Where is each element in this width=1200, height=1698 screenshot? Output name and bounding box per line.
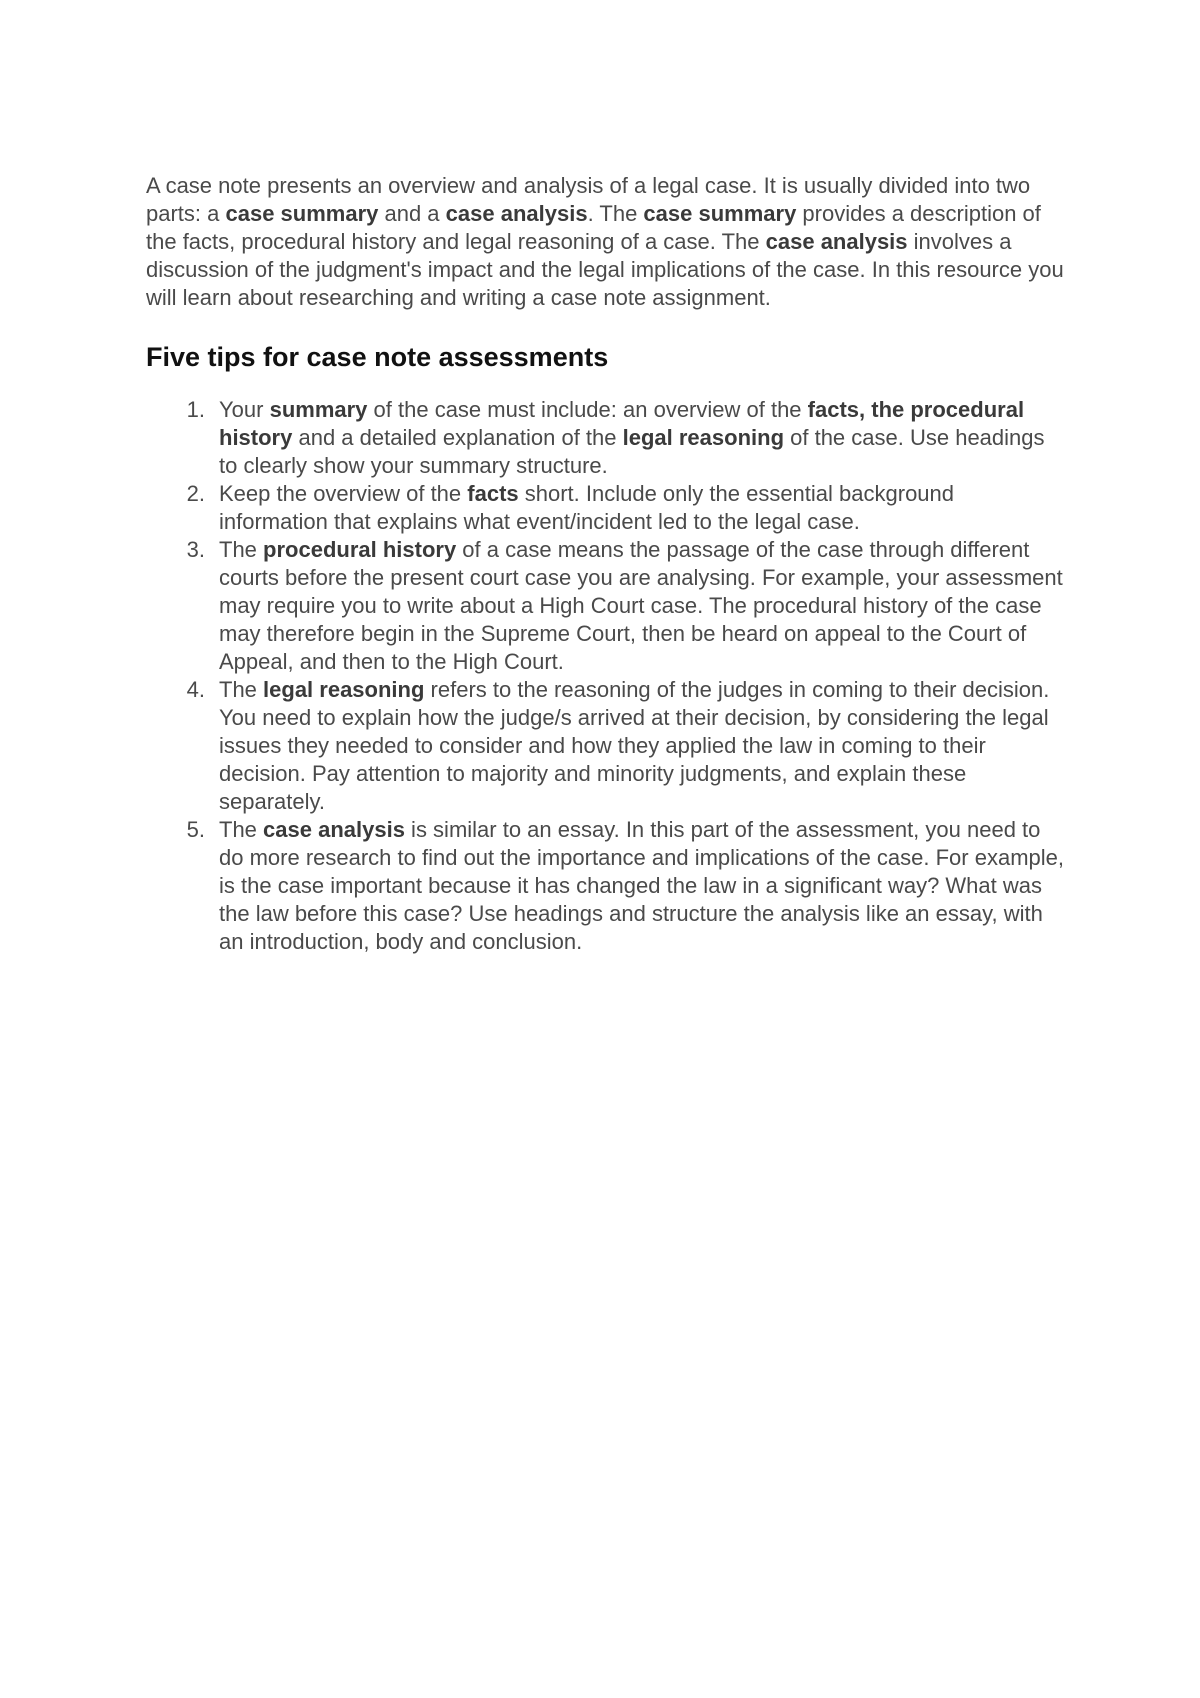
tip-bold-term: summary xyxy=(269,397,368,422)
tip-bold-term: procedural history xyxy=(263,537,457,562)
tip-text: Keep the overview of the xyxy=(219,481,468,506)
tip-bold-term: case analysis xyxy=(263,817,405,842)
intro-bold-term: case summary xyxy=(643,201,797,226)
list-item-text xyxy=(219,396,1066,480)
list-item-text xyxy=(219,536,1066,676)
intro-text: A case note presents an overview and analysis of a legal case. It is usually divided into two parts: a xyxy=(146,173,1031,226)
tip-text: is similar to an essay. In this part of the assessment, you need to do more research to find out the importance and implications of the case. For example, is the case important because it has changed the law in a significant way? What was the law before this case? Use headings and structure the analysis like an essay, with an introduction, body and conclusion. xyxy=(219,817,1064,954)
list-item xyxy=(146,396,1066,480)
list-item-number: 1. xyxy=(186,397,205,422)
section-heading: Five tips for case note assessments xyxy=(146,342,609,372)
tip-text: short. Include only the essential background information that explains what event/incident led to the legal case. xyxy=(219,481,955,534)
intro-text: . The xyxy=(587,201,644,226)
document-body xyxy=(146,172,1066,956)
list-item-text xyxy=(219,480,1066,536)
tip-bold-term: facts, the procedural history xyxy=(219,397,1025,450)
list-item-text xyxy=(219,816,1066,956)
intro-paragraph xyxy=(146,172,1066,312)
list-item-text xyxy=(219,676,1066,816)
intro-bold-term: case summary xyxy=(225,201,379,226)
list-item xyxy=(146,676,1066,816)
tip-text: The xyxy=(219,817,264,842)
intro-bold-term: case analysis xyxy=(445,201,588,226)
tip-bold-term: facts xyxy=(467,481,519,506)
intro-text: involves a discussion of the judgment's impact and the legal implications of the case. In this resource you will learn about researching and writing a case note assignment. xyxy=(146,229,1064,310)
tip-text: The xyxy=(219,537,264,562)
tip-text: of a case means the passage of the case through different courts before the present court case you are analysing. For example, your assessment may require you to write about a High Court case. The procedural history of the case may therefore begin in the Supreme Court, then be heard on appeal to the Court of Appeal, and then to the High Court. xyxy=(219,537,1063,674)
tip-text: and a detailed explanation of the xyxy=(292,425,623,450)
tip-text: of the case must include: an overview of the xyxy=(367,397,808,422)
list-item xyxy=(146,480,1066,536)
tips-list xyxy=(146,396,1066,956)
tip-text: The xyxy=(219,677,264,702)
tip-text: of the case. Use headings to clearly show your summary structure. xyxy=(219,425,1045,478)
list-item xyxy=(146,816,1066,956)
intro-text: provides a description of the facts, procedural history and legal reasoning of a case. The xyxy=(146,201,1041,254)
list-item-number: 4. xyxy=(186,677,205,702)
tip-bold-term: legal reasoning xyxy=(622,425,785,450)
tip-bold-term: legal reasoning xyxy=(263,677,425,702)
tip-text: Your xyxy=(219,397,270,422)
intro-bold-term: case analysis xyxy=(765,229,908,254)
list-item-number: 2. xyxy=(186,481,205,506)
list-item-number: 3. xyxy=(186,537,205,562)
tip-text: refers to the reasoning of the judges in coming to their decision. You need to explain how the judge/s arrived at their decision, by considering the legal issues they needed to consider and how they applied the law in coming to their decision. Pay attention to majority and minority judgments, and explain these separately. xyxy=(219,677,1050,814)
list-item xyxy=(146,536,1066,676)
intro-text: and a xyxy=(378,201,446,226)
list-item-number: 5. xyxy=(186,817,205,842)
